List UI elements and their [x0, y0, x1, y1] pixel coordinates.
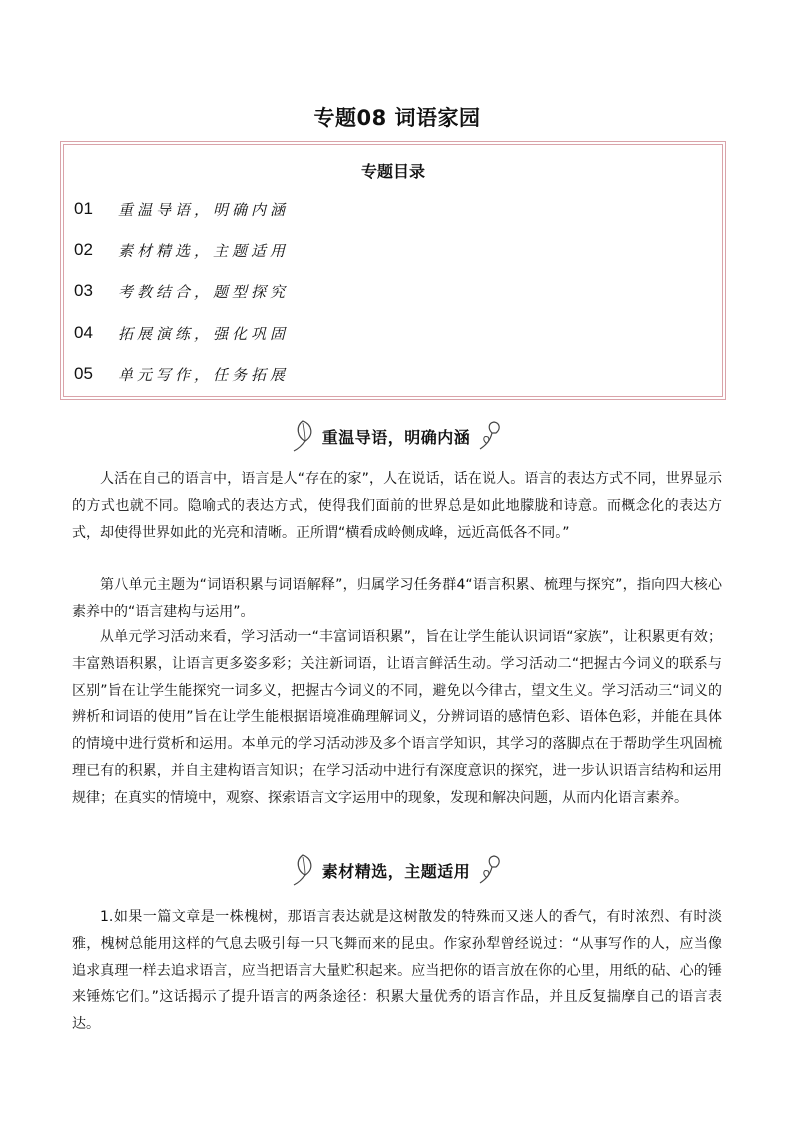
paragraph: 人活在自己的语言中，语言是人“存在的家”，人在说话，话在说人。语言的表达方式不同，世界显示的方式也就不同。隐喻式的表达方式，使得我们面前的世界总是如此地朦胧和诗意。而概念化的表达方式，却使得世界如此的光亮和清晰。正所谓“横看成岭侧成峰，远近高低各不同。” — [72, 471, 722, 541]
toc-text: 素材精选，主题适用 — [118, 241, 290, 260]
toc-item-04[interactable] — [74, 321, 289, 345]
toc-num: 05 — [74, 364, 93, 383]
paragraph: 第八单元主题为“词语积累与词语解释”，归属学习任务群4“语言积累、梳理与探究”，指向四大核心素养中的“语言建构与运用”。 — [72, 577, 722, 620]
paragraph: 1.如果一篇文章是一株槐树，那语言表达就是这树散发的特殊而又迷人的香气，有时浓烈、有时淡雅，槐树总能用这样的气息去吸引每一只飞舞而来的昆虫。作家孙犁曾经说过：“从事写作的人，应当像追求真理一样去追求语言，应当把语言大量贮积起来。应当把你的语言放在你的心里，用纸的砧、心的锤来锤炼它们。”这话揭示了提升语言的两条途径：积累大量优秀的语言作品，并且反复揣摩自己的语言表达。 — [72, 909, 722, 1033]
page-title: 专题08 词语家园 — [313, 106, 481, 130]
leaf-icon — [290, 419, 316, 453]
toc-num: 01 — [74, 199, 93, 218]
toc-num: 03 — [74, 281, 93, 300]
toc-item-02[interactable] — [74, 238, 289, 262]
section-banner-1 — [0, 416, 794, 456]
leaf-icon — [290, 853, 316, 887]
toc-box — [60, 141, 726, 400]
toc-text: 单元写作，任务拓展 — [118, 365, 290, 384]
section-banner-2 — [0, 850, 794, 890]
toc-title: 专题目录 — [360, 162, 425, 181]
flower-icon — [476, 853, 504, 887]
toc-num: 02 — [74, 240, 93, 259]
section-heading: 素材精选，主题适用 — [321, 861, 471, 881]
flower-icon — [476, 419, 504, 453]
paragraph: 从单元学习活动来看，学习活动一“丰富词语积累”，旨在让学生能认识词语“家族”，让积累更有效；丰富熟语积累，让语言更多姿多彩；关注新词语，让语言鲜活生动。学习活动二“把握古今词义的联系与区别”旨在让学生能探究一词多义，把握古今词义的不同，避免以今律古，望文生义。学习活动三“词义的辨析和词语的使用”旨在让学生能根据语境准确理解词义，分辨词语的感情色彩、语体色彩，并能在具体的情境中进行赏析和运用。本单元的学习活动涉及多个语言学知识，其学习的落脚点在于帮助学生巩固梳理已有的积累，并自主建构语言知识；在学习活动中进行有深度意识的探究，进一步认识语言结构和运用规律；在真实的情境中，观察、探索语言文字运用中的现象，发现和解决问题，从而内化语言素养。 — [72, 629, 722, 806]
toc-item-05[interactable] — [74, 362, 289, 386]
toc-item-03[interactable] — [74, 279, 289, 303]
toc-num: 04 — [74, 323, 93, 342]
toc-text: 拓展演练，强化巩固 — [118, 324, 290, 343]
toc-text: 考教结合，题型探究 — [118, 282, 290, 301]
toc-item-01[interactable] — [74, 197, 289, 221]
section-heading: 重温导语，明确内涵 — [321, 427, 471, 447]
toc-text: 重温导语，明确内涵 — [118, 200, 290, 219]
